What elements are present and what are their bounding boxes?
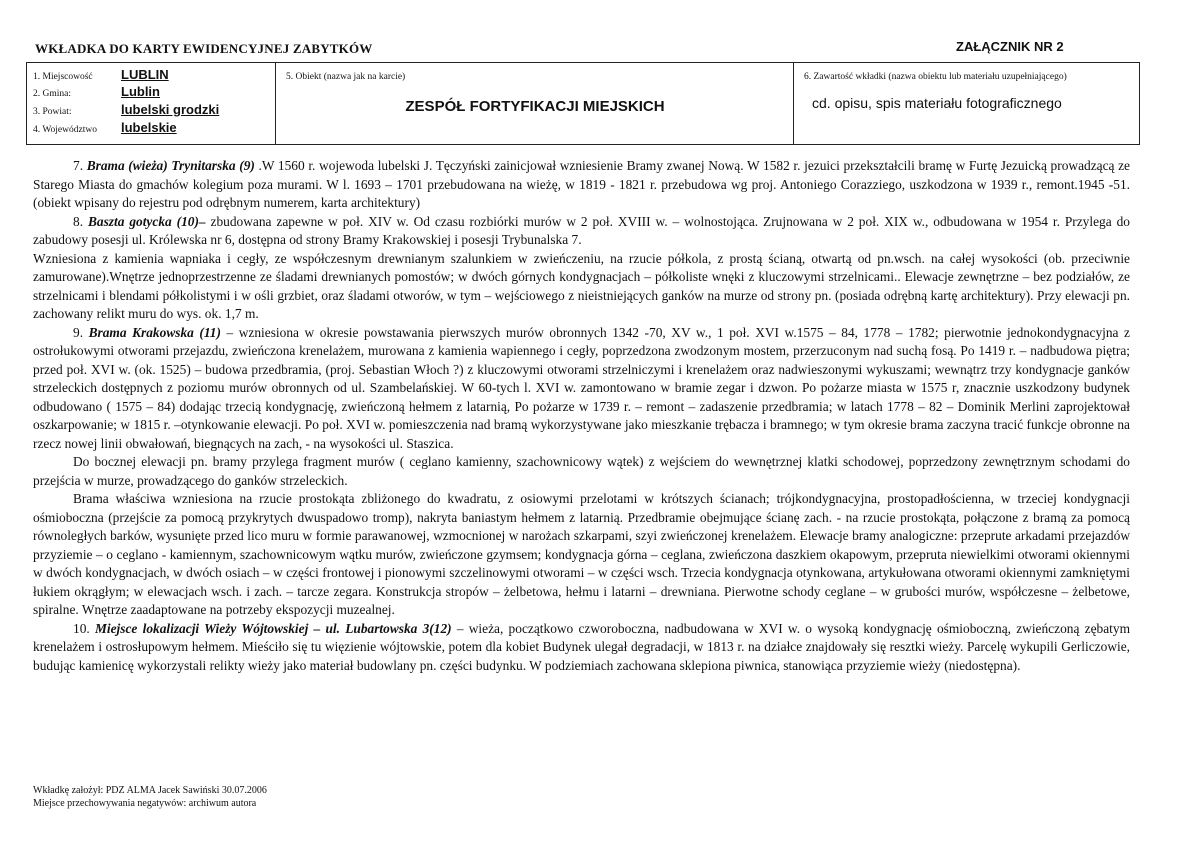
commune-label: 2. Gmina: — [33, 89, 71, 99]
object-name: ZESPÓŁ FORTYFIKACJI MIEJSKICH — [405, 98, 665, 115]
annex-label: ZAŁĄCZNIK NR 2 — [956, 39, 1064, 54]
county-row — [33, 102, 220, 118]
commune-row — [33, 84, 160, 100]
paragraph-8-continued: Wzniesiona z kamienia wapniaka i cegły, ze współczesnym drewnianym szalunkiem w zwieńczeniu, na rzucie półkola, z prostą ścianą, otwartą od pn.wsch. na całej wysokości (ob. przeciwnie zamurowane).Wnętrze jednoprzestrzenne ze śladami drewnianych pomostów; w dwóch górnych kondygnacjach – półkoliste wnęki z kluczowymi strzelnicami.. Elewacje zewnętrzne – bez podziałów, ze strzelnicami i blendami półkolistymi i w ośli grzbiet, oraz śladami otworów, w tym – wejściowego z nieistniejących ganków na murze od strony pn. (posiada odrębną kartę architektury). Przy elewacji pn. zachowany relikt muru do wys. ok. 1,7 m. — [33, 250, 1130, 321]
paragraph-9-gate-description: Brama właściwa wzniesiona na rzucie prostokąta zbliżonego do kwadratu, z osiowymi przelotami w krótszych ścianach; trójkondygnacyjna, prostopadłościenna, w trzeciej kondygnacji ośmioboczna (przejście za pomocą przykrytych dwuspadowo tromp), nakryta baniastym hełmem z latarnią. Przedbramie obejmujące ścianę zach. - na rzucie prostokąta, połączone z bramą za pomocą równoległych barków, wysunięte przed lico muru w formie parawanowej, wzmocnionej w narożach szkarpami, szyi zwieńczonej krenelażem. Elewacje bramy analogiczne: przeprute arkadami przejazdów przyziemie – o ceglano - kamiennym, szachownicowym wątku murów, zwieńczone gzymsem; kondygnacja górna – ceglana, zwieńczona daszkiem okapowym, przepruta niewielkimi otworami okiennymi w dwóch kondygnacjach, w dwóch osiach – w części frontowej i pionowymi szczelinowymi otworami – w części wsch. Trzecia kondygnacja otynkowana, artykułowana otworami okiennymi zamkniętymi łukiem okrągłym; w elewacjach wsch. i zach. – tarcze zegara. Konstrukcja stropów – żelbetowa, hełmu i latarni – drewniana. Pierwotne schody ceglane – w grubości murów, współczesne – żelbetowe, spiralne. Wnętrze zaadaptowane na potrzeby ekspozycji muzealnej. — [33, 491, 1130, 617]
commune-value: Lublin — [121, 84, 160, 99]
storage-note: Miejsce przechowywania negatywów: archiwum autora — [33, 798, 257, 809]
paragraph-8 — [33, 213, 1130, 250]
object-heading: Brama (wieża) Trynitarska (9) — [86, 158, 255, 173]
paragraph-text: .W 1560 r. wojewoda lubelski J. Tęczyński zainicjował wzniesienie Bramy zwanej Nową. W 1582 r. jezuici przekształcili bramę w Furtę Jezuicką prowadzącą ze Starego Miasta do gmachów kolegium poza murami. W l. 1693 – 1701 przebudowana na wieżę, w 1819 - 1821 r. przebudowa wg proj. Antoniego Corazziego, uszkodzona w 1939 r., remont.1945 -51. (obiekt wpisany do rejestru pod odrębnym numerem, karta architektury) — [33, 158, 1131, 210]
locality-value: LUBLIN — [121, 67, 169, 82]
author-note: Wkładkę założył: PDZ ALMA Jacek Sawiński 30.07.2006 — [33, 785, 267, 796]
document-title: WKŁADKA DO KARTY EWIDENCYJNEJ ZABYTKÓW — [35, 41, 373, 56]
description-body — [33, 157, 1130, 675]
contents-cell — [793, 63, 1139, 144]
locality-label: 1. Miejscowość — [33, 72, 93, 82]
county-value: lubelski grodzki — [121, 102, 220, 117]
paragraph-text: zbudowana zapewne w poł. XIV w. Od czasu rozbiórki murów w 2 poł. XVIII w. – wolnostojąca. Zrujnowana w 2 poł. XIX w., odbudowana w 1954 r. Przylega do zabudowy posesji ul. Królewska nr 6, dostępna od strony Bramy Krakowskiej i posesji Trybunalska 7. — [33, 213, 1130, 247]
paragraph-9 — [33, 324, 1130, 454]
paragraph-number: 8. — [73, 213, 84, 229]
paragraph-number: 9. — [73, 324, 84, 340]
object-heading: Baszta gotycka (10)– — [87, 213, 206, 229]
paragraph-number: 7. — [73, 158, 84, 173]
paragraph-number: 10. — [73, 620, 90, 636]
paragraph-text: – wzniesiona w okresie powstawania pierwszych murów obronnych 1342 -70, XV w., 1 poł. XVI w.1575 – 84, 1778 – 1782; pierwotnie jednokondygnacyjna z ostrołukowymi otworami przejazdu, zwieńczona krenelażem, murowana z kamienia wapiennego i cegły, poprzedzona zwodzonym mostem, przerzuconym nad suchą fosą. Po 1419 r. – nadbudowa piętra; przed poł. XVI w. (ok. 1525) – budowa przedbramia, (proj. Sebastian Włoch ?) z kluczowymi otworami strzelniczymi i krenelażem oraz nadwieszonymi wykuszami; wewnątrz trzy kondygnacje ganków strzeleckich dostępnych z poziomu murów obronnych od ul. Szambelańskiej. W 60-tych l. XVI w. zamontowano w bramie zegar i dzwon. Po pożarze miasta w 1575 r, znacznie uszkodzony budynek odbudowano ( 1575 – 84) dodając trzecią kondygnację, zwieńczoną hełmem z latarnią, Po pożarze w 1739 r. – remont – zadaszenie przedbramia; w latach 1778 – 82 – Dominik Merlini zaprojektował oszkarpowanie; w 1815 r. –otynkowanie elewacji. Po poł. XVI w. pomieszczenia nad bramą wykorzystywane jako mieszkanie trębacza i bramnego; w tym okresie brama zaczyna tracić funkcje obronne na rzecz nowej linii obwałowań, biegnących na zach, - na wysokości ul. Staszica. — [33, 324, 1130, 451]
contents-caption: 6. Zawartość wkładki (nazwa obiektu lub materiału uzupełniającego) — [804, 72, 1067, 82]
location-cell — [27, 63, 275, 144]
paragraph-text: – wieża, początkowo czworoboczna, nadbudowana w XVI w. o wysoką kondygnację ośmioboczną, zwieńczoną zębatym krenelażem i ostrosłupowym hełmem. Mieściło się tu więzienie wójtowskie, potem dla kobiet Budynek ulegał degradacji, w 1813 r. na działce znajdowały się resztki wieży. Parcelę wykupili Gerliczowie, budując kamienicę wykorzystali relikty wieży jako materiał budowlany pn. części budynku. W podziemiach zachowana sklepiona piwnica, stanowiąca przyziemie wieży (niedostępna). — [33, 620, 1130, 673]
county-label: 3. Powiat: — [33, 107, 72, 117]
object-heading: Brama Krakowska (11) — [88, 324, 221, 340]
contents-value: cd. opisu, spis materiału fotograficznego — [812, 95, 1062, 111]
object-heading: Miejsce lokalizacji Wieży Wójtowskiej – ul. Lubartowska 3(12) — [94, 620, 452, 636]
paragraph-7 — [33, 157, 1130, 213]
object-caption: 5. Obiekt (nazwa jak na karcie) — [286, 72, 406, 82]
header-table — [26, 62, 1140, 145]
voivodeship-value: lubelskie — [121, 120, 177, 135]
paragraph-9-side-elevation: Do bocznej elewacji pn. bramy przylega fragment murów ( ceglano kamienny, szachownicowy wątek) z wejściem do wewnętrznej klatki schodowej, poprzedzony zewnętrznym schodami do przejścia w murze, prowadzącego do ganków strzeleckich. — [33, 454, 1130, 488]
voivodeship-label: 4. Województwo — [33, 125, 97, 135]
paragraph-10 — [33, 620, 1130, 676]
locality-row — [33, 67, 169, 83]
footer — [33, 784, 267, 810]
object-cell — [275, 63, 794, 144]
voivodeship-row — [33, 120, 177, 136]
